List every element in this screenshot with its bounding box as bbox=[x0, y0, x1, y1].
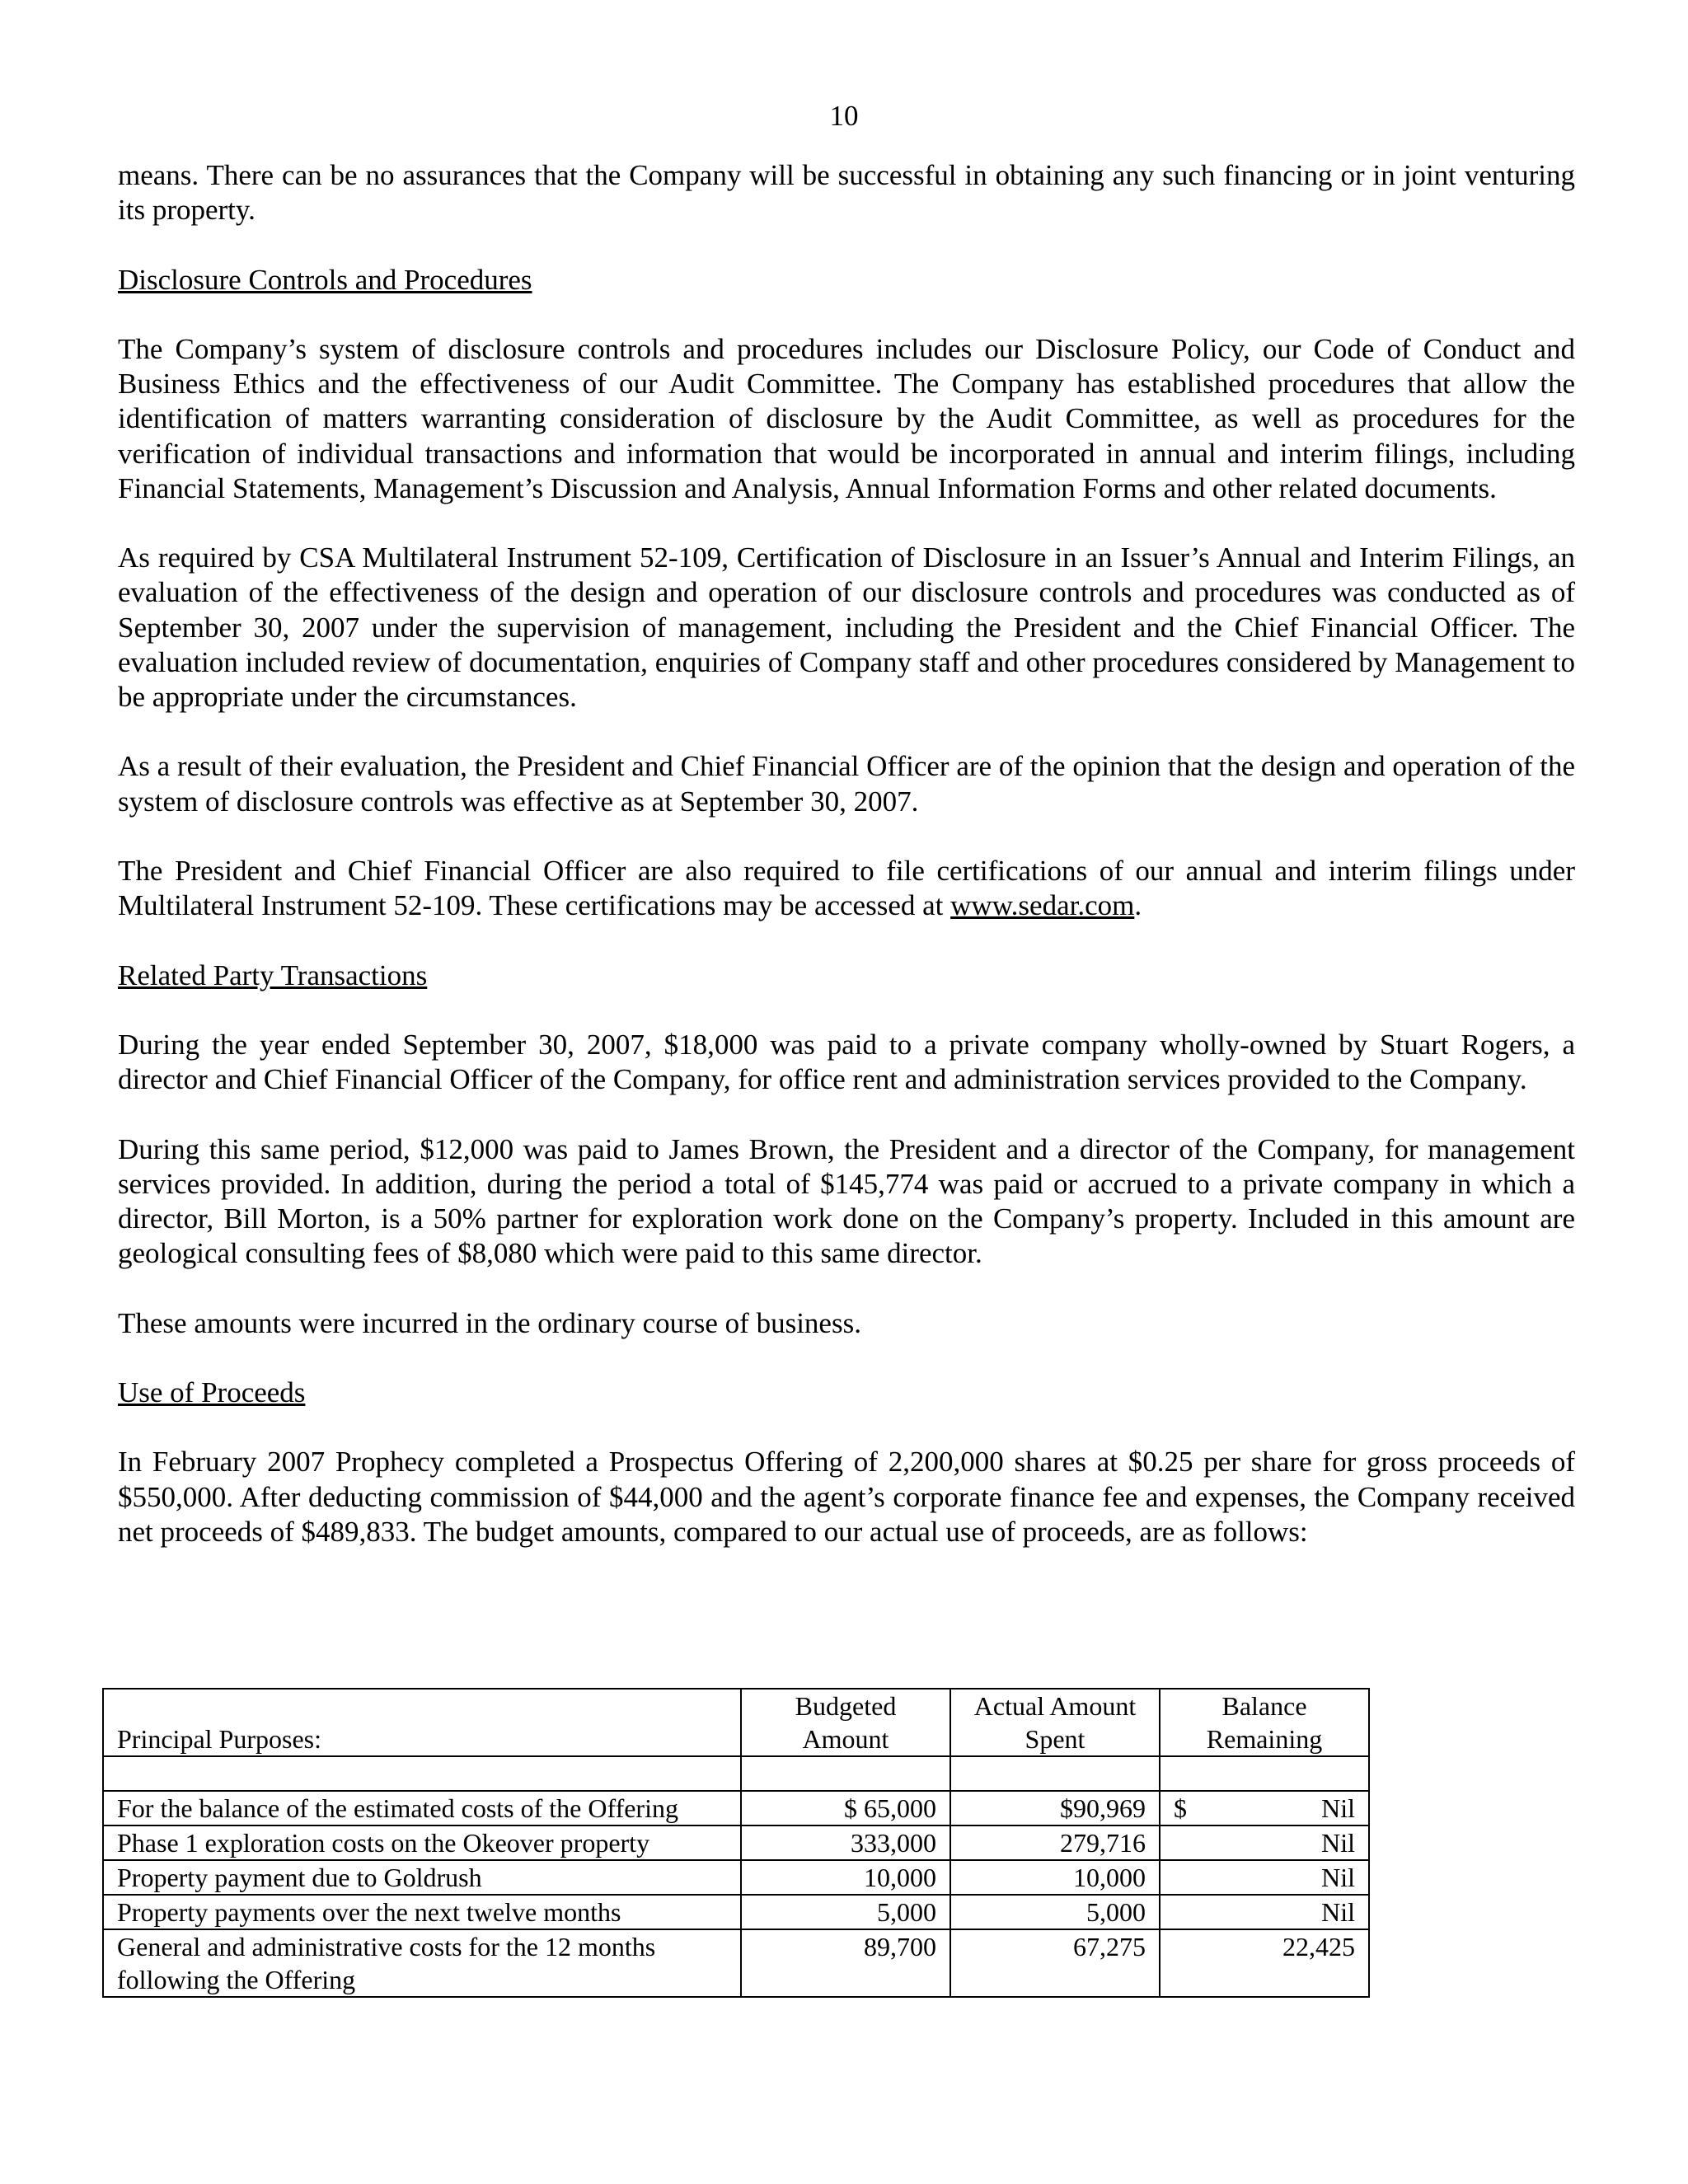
dollar-sign: $ bbox=[1174, 1793, 1187, 1823]
header-cell: Actual Amount Spent bbox=[950, 1689, 1160, 1756]
paragraph: During this same period, $12,000 was paid to James Brown, the President and a director of the Company, for management services provided. In addition, during the period a total of $145,774 was paid or accrued to a private company in which a director, Bill Morton, is a 50% partner for exploration work done on the Company’s property. Included in this amount are geological consulting fees of $8,080 which were paid to this same director. bbox=[118, 1132, 1575, 1270]
paragraph: The Company’s system of disclosure controls and procedures includes our Disclosure Policy, our Code of Conduct and Business Ethics and the effectiveness of our Audit Committee. The Company has established procedures that allow the identification of matters warranting consideration of disclosure by the Audit Committee, as well as procedures for the verification of individual transactions and information that would be incorporated in annual and interim filings, including Financial Statements, Management’s Discussion and Analysis, Annual Information Forms and other related documents. bbox=[118, 332, 1575, 504]
section-heading-disclosure-controls: Disclosure Controls and Procedures bbox=[118, 263, 532, 296]
use-of-proceeds-table bbox=[102, 1688, 1370, 1998]
header-cell: Principal Purposes: bbox=[103, 1689, 741, 1756]
amount-cell bbox=[950, 1791, 1160, 1825]
cell-value: 89,700 bbox=[864, 1932, 936, 1961]
table-row bbox=[103, 1860, 1369, 1895]
cell-value: For the balance of the estimated costs of the Offering bbox=[117, 1793, 678, 1823]
table-empty-row bbox=[103, 1756, 1369, 1791]
table-row bbox=[103, 1825, 1369, 1860]
purpose-cell bbox=[103, 1860, 741, 1895]
section-heading-related-party: Related Party Transactions bbox=[118, 958, 428, 991]
paragraph: During the year ended September 30, 2007, $18,000 was paid to a private company wholly-owned by Stuart Rogers, a director and Chief Financial Officer of the Company, for office rent and administration services provided to the Company. bbox=[118, 1028, 1575, 1096]
cell-value: 10,000 bbox=[864, 1863, 936, 1892]
amount-cell bbox=[741, 1791, 950, 1825]
table-row bbox=[103, 1791, 1369, 1825]
cell-value: General and administrative costs for the 12 months following the Offering bbox=[117, 1932, 656, 1994]
cell-value: 67,275 bbox=[1073, 1932, 1146, 1961]
amount-cell bbox=[741, 1895, 950, 1929]
amount-cell bbox=[1160, 1929, 1369, 1997]
amount-cell bbox=[1160, 1860, 1369, 1895]
paragraph bbox=[118, 854, 1575, 923]
cell-value: 10,000 bbox=[1073, 1863, 1146, 1892]
cell-value: 5,000 bbox=[1086, 1897, 1146, 1927]
amount-cell bbox=[950, 1929, 1160, 1997]
section-heading-use-of-proceeds: Use of Proceeds bbox=[118, 1376, 306, 1408]
cell-value: Property payment due to Goldrush bbox=[117, 1863, 482, 1892]
table-header-row bbox=[103, 1689, 1369, 1756]
cell-value: 22,425 bbox=[1282, 1932, 1355, 1961]
cell-value: 279,716 bbox=[1060, 1828, 1146, 1858]
table-row bbox=[103, 1929, 1369, 1997]
cell-value: Property payments over the next twelve months bbox=[117, 1897, 621, 1927]
cell-value: Nil bbox=[1321, 1793, 1355, 1823]
cell-value: $ 65,000 bbox=[844, 1793, 936, 1823]
table-row bbox=[103, 1895, 1369, 1929]
document-body bbox=[118, 158, 1575, 1584]
amount-cell bbox=[950, 1895, 1160, 1929]
text: . bbox=[1134, 889, 1142, 922]
header-cell: Budgeted Amount bbox=[741, 1689, 950, 1756]
purpose-cell bbox=[103, 1825, 741, 1860]
amount-cell bbox=[741, 1860, 950, 1895]
amount-cell bbox=[1160, 1825, 1369, 1860]
paragraph: These amounts were incurred in the ordinary course of business. bbox=[118, 1306, 861, 1339]
paragraph: In February 2007 Prophecy completed a Prospectus Offering of 2,200,000 shares at $0.25 per share for gross proceeds of $550,000. After deducting commission of $44,000 and the agent’s corporate finance fee and expenses, the Company received net proceeds of $489,833. The budget amounts, compared to our actual use of proceeds, are as follows: bbox=[118, 1446, 1575, 1548]
purpose-cell bbox=[103, 1791, 741, 1825]
cell-value: Nil bbox=[1321, 1897, 1355, 1927]
text: The President and Chief Financial Officer are also required to file certifications of our annual and interim filings under Multilateral Instrument 52-109. These certifications may be accessed at bbox=[118, 854, 1575, 922]
purpose-cell bbox=[103, 1929, 741, 1997]
cell-value: Phase 1 exploration costs on the Okeover property bbox=[117, 1828, 650, 1858]
cell-value: Nil bbox=[1321, 1863, 1355, 1892]
amount-cell bbox=[741, 1825, 950, 1860]
amount-cell bbox=[741, 1929, 950, 1997]
amount-cell bbox=[1160, 1791, 1369, 1825]
paragraph: As required by CSA Multilateral Instrument 52-109, Certification of Disclosure in an Issuer’s Annual and Interim Filings, an evaluation of the effectiveness of the design and operation of our disclosure controls and procedures was conducted as of September 30, 2007 under the supervision of management, including the President and the Chief Financial Officer. The evaluation included review of documentation, enquiries of Company staff and other procedures considered by Management to be appropriate under the circumstances. bbox=[118, 541, 1575, 713]
amount-cell bbox=[950, 1825, 1160, 1860]
paragraph: means. There can be no assurances that the Company will be successful in obtaining any such financing or in joint venturing its property. bbox=[118, 159, 1575, 227]
page-number: 10 bbox=[829, 100, 859, 132]
amount-cell bbox=[950, 1860, 1160, 1895]
cell-value: 333,000 bbox=[851, 1828, 936, 1858]
purpose-cell bbox=[103, 1895, 741, 1929]
amount-cell bbox=[1160, 1895, 1369, 1929]
cell-value: Nil bbox=[1321, 1828, 1355, 1858]
cell-value: $90,969 bbox=[1060, 1793, 1146, 1823]
paragraph: As a result of their evaluation, the President and Chief Financial Officer are of the opinion that the design and operation of the system of disclosure controls was effective as at September 30, 2007. bbox=[118, 750, 1575, 818]
cell-value: 5,000 bbox=[877, 1897, 936, 1927]
sedar-link[interactable]: www.sedar.com bbox=[950, 889, 1135, 922]
header-cell: Balance Remaining bbox=[1160, 1689, 1369, 1756]
